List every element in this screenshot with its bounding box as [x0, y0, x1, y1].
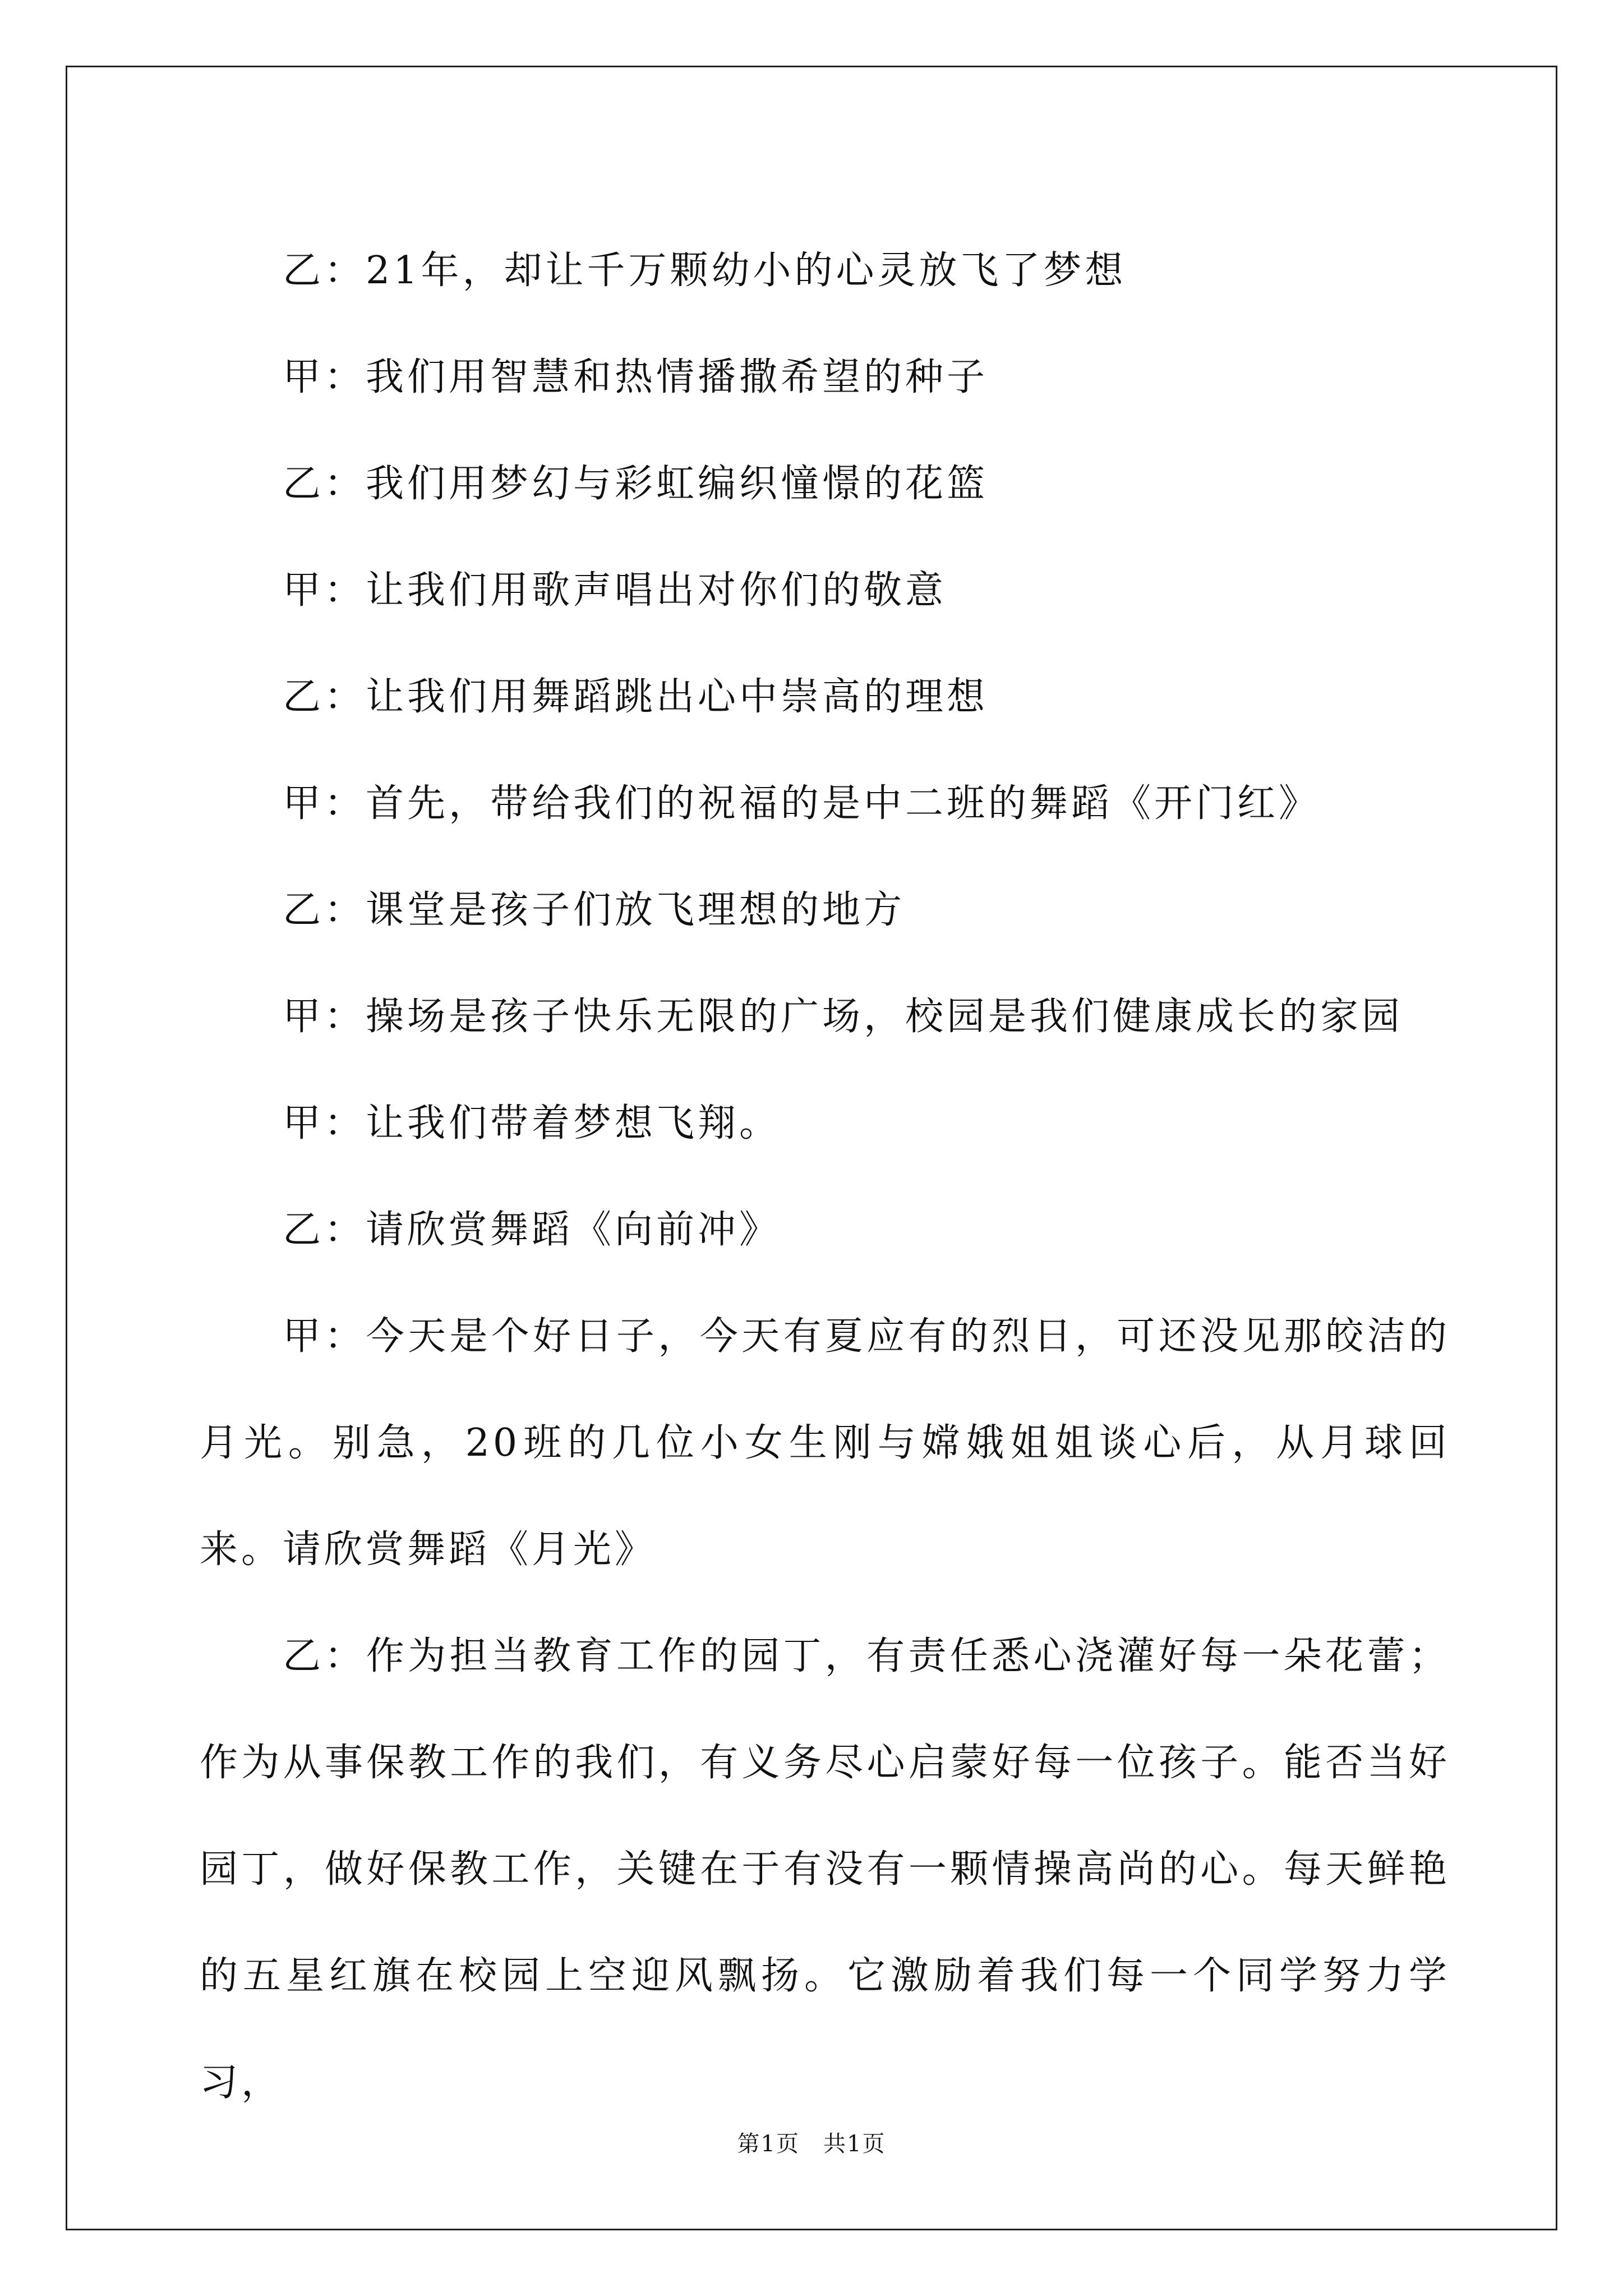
paragraph: 甲：让我们用歌声唱出对你们的敬意 [283, 568, 947, 613]
paragraph: 甲：首先，带给我们的祝福的是中二班的舞蹈《开门红》 [283, 781, 1321, 826]
page-total: 共1页 [823, 2131, 886, 2157]
document-body [200, 218, 1450, 2136]
paragraph: 乙：我们用梦幻与彩虹编织憧憬的花篮 [283, 462, 989, 506]
paragraph: 甲：我们用智慧和热情播撒希望的种子 [283, 355, 989, 399]
page-number: 第1页 [737, 2131, 800, 2157]
paragraph: 乙：作为担当教育工作的园丁，有责任悉心浇灌好每一朵花蕾；作为从事保教工作的我们，有义务尽心启蒙好每一位孩子。能否当好园丁，做好保教工作，关键在于有没有一颗情操高尚的心。每天鲜艳的五星红旗在校园上空迎风飘扬。它激励着我们每一个同学努力学习， [200, 1634, 1450, 2105]
paragraph: 乙：让我们用舞蹈跳出心中崇高的理想 [283, 675, 989, 719]
paragraph: 甲：让我们带着梦想飞翔。 [283, 1101, 781, 1145]
paragraph: 甲：操场是孩子快乐无限的广场，校园是我们健康成长的家园 [283, 995, 1404, 1039]
paragraph: 乙：21年，却让千万颗幼小的心灵放飞了梦想 [283, 249, 1127, 293]
page-footer [0, 2126, 1623, 2158]
paragraph: 甲：今天是个好日子，今天有夏应有的烈日，可还没见那皎洁的月光。别急，20班的几位小女生刚与嫦娥姐姐谈心后，从月球回来。请欣赏舞蹈《月光》 [200, 1314, 1450, 1572]
paragraph: 乙：请欣赏舞蹈《向前冲》 [283, 1208, 781, 1252]
paragraph: 乙：课堂是孩子们放飞理想的地方 [283, 888, 906, 932]
